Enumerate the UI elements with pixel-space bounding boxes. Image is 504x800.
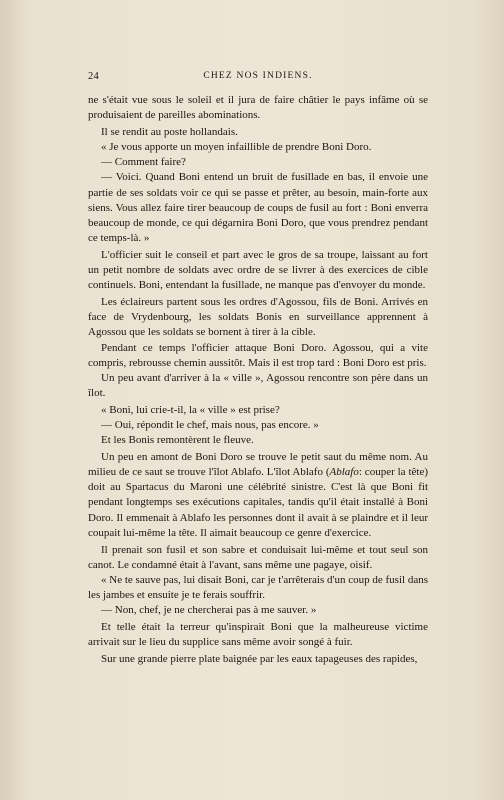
paragraph: Il se rendit au poste hollandais. [101,126,238,139]
paragraph: Il prenait son fusil et son sabre et conduisait lui-même et tout seul son canot. Le condamné était à l'avant, sans même une pagaye, oisif. [88,543,428,571]
paragraph: « Boni, lui crie-t-il, la « ville » est prise? [101,403,280,416]
running-title: CHEZ NOS INDIENS. [203,71,313,81]
paragraph: Et telle était la terreur qu'inspirait Boni que la malheureuse victime arrivait sur le lieu du supplice sans même avoir songé à fuir. [88,621,428,649]
italic-term: Ablafo [329,466,359,479]
paragraph: — Comment faire? [101,156,186,169]
paragraph-text: Un peu en amont de Boni Doro se trouve le petit saut du même nom. Au milieu de ce saut se trouve l'îlot Ablafo. L'îlot Ablafo ( [88,451,428,479]
paragraph: Les éclaireurs partent sous les ordres d'Agossou, fils de Boni. Arrivés en face de Vrydenbourg, les soldats Bonis en surveillance apprennent à Agossou que les soldats se bornent à tirer à la cible. [88,296,428,339]
paragraph: — Oui, répondit le chef, mais nous, pas encore. » [101,418,319,431]
paragraph [88,450,428,541]
paragraph: — Voici. Quand Boni entend un bruit de fusillade en bas, il envoie une partie de ses soldats voir ce qui se passe et prêter, au besoin, main-forte aux siens. Vous allez faire tirer beaucoup de coups de fusil au fort : Boni enverra beaucoup de monde, ce qui dégarnira Boni Doro, que vous prendrez pendant ce temps-là. » [88,171,428,244]
page-number: 24 [88,71,100,82]
paragraph: Pendant ce temps l'officier attaque Boni Doro. Agossou, qui a vite compris, rebrousse chemin aussitôt. Mais il est trop tard : Boni Doro est pris. [88,341,428,369]
paragraph: Et les Bonis remontèrent le fleuve. [101,434,254,447]
body-text [88,93,428,667]
page-header [88,71,428,85]
paragraph-text: : couper la tête) doit au Spartacus du Maroni une célébrité sinistre. C'est là que Boni fit pendant longtemps ses exécutions capitales, tandis qu'il était installé à Boni Doro. Il emmenait à Ablafo les personnes dont il avait à se plaindre et il leur coupait lui-même la tête. Il aimait beaucoup ce genre d'exercice. [88,466,428,539]
paragraph: « Je vous apporte un moyen infaillible de prendre Boni Doro. [101,141,372,154]
paragraph: — Non, chef, je ne chercherai pas à me sauver. » [101,604,317,617]
paragraph: « Ne te sauve pas, lui disait Boni, car je t'arrêterais d'un coup de fusil dans les jambes et ensuite je te ferais souffrir. [88,573,428,601]
paragraph: ne s'était vue sous le soleil et il jura de faire châtier le pays infâme où se produisaient de pareilles abominations. [88,94,428,122]
paragraph: L'officier suit le conseil et part avec le gros de sa troupe, laissant au fort un petit nombre de soldats avec ordre de se livrer à des exercices de cible continuels. Boni, entendant la fusillade, ne manque pas d'envoyer du monde. [88,248,428,292]
paragraph: Un peu avant d'arriver à la « ville », Agossou rencontre son père dans un îlot. [88,371,428,399]
paragraph: Sur une grande pierre plate baignée par les eaux tapageuses des rapides, [101,653,418,666]
